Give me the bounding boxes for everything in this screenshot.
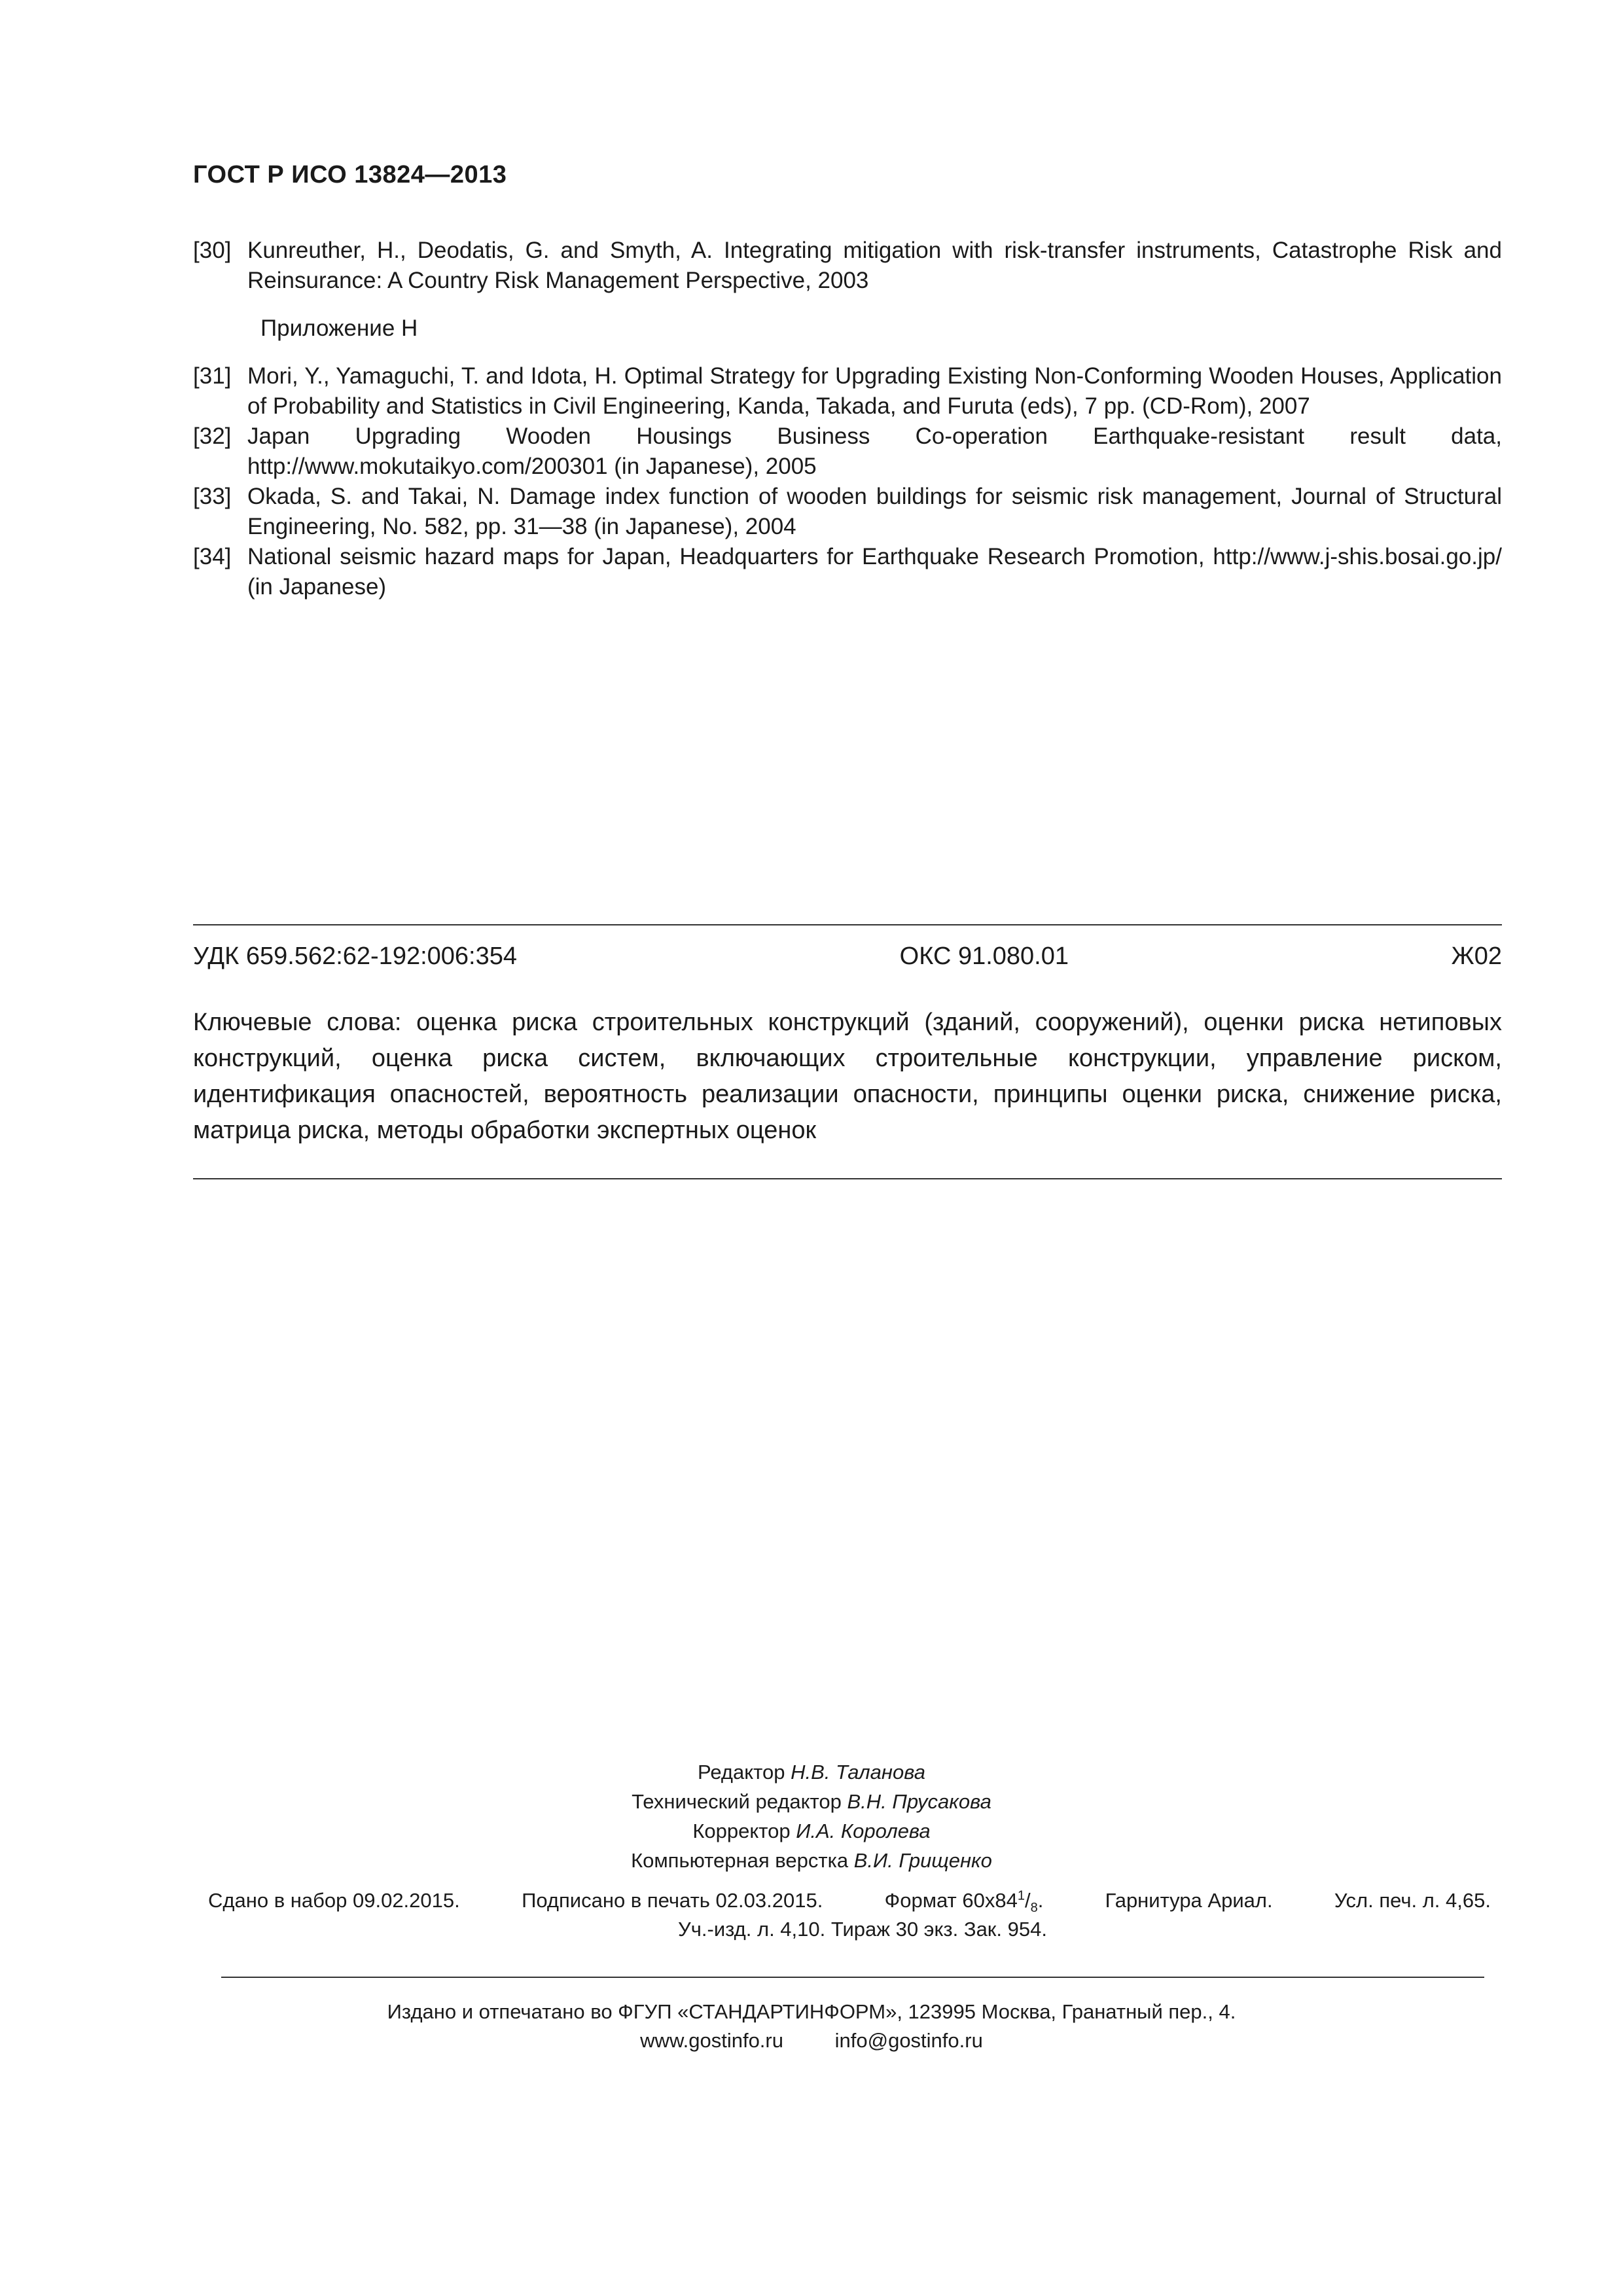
reference-item: [193, 236, 1502, 296]
category-code: Ж02: [1451, 942, 1502, 970]
print-info: [208, 1886, 1491, 1944]
submitted-date: Сдано в набор 09.02.2015.: [208, 1889, 460, 1912]
reference-number: [34]: [193, 544, 232, 569]
bibliography: [193, 236, 1502, 602]
format-denominator: 8: [1030, 1901, 1038, 1916]
reference-text: National seismic hazard maps for Japan, Headquarters for Earthquake Research Promotion, http://www.j-shis.bosai.go.jp/ (in Japanese): [247, 544, 1502, 600]
appendix-label: Приложение Н: [260, 315, 418, 341]
classification-codes: [193, 942, 1502, 971]
reference-number: [32]: [193, 423, 232, 449]
signed-date: Подписано в печать 02.03.2015.: [522, 1889, 823, 1912]
keywords: Ключевые слова: оценка риска строительных конструкций (зданий, сооружений), оценки риска нетиповых конструкций, оценка риска систем, включающих строительные конструкции, управление риском, идентификация опасностей, вероятность реализации опасности, принципы оценки риска, снижение риска, матрица риска, методы обработки экспертных оценок: [193, 1009, 1502, 1144]
credit-name: Н.В. Таланова: [791, 1761, 925, 1784]
reference-item: [193, 482, 1502, 542]
reference-text: Mori, Y., Yamaguchi, T. and Idota, H. Optimal Strategy for Upgrading Existing Non-Conforming Wooden Houses, Application of Probability and Statistics in Civil Engineering, Kanda, Takada, and Furuta (eds), 7 pp. (CD-Rom), 2007: [247, 363, 1502, 419]
format-prefix: Формат 60х84: [884, 1889, 1018, 1912]
email-link[interactable]: info@gostinfo.ru: [834, 2029, 983, 2052]
typeface: Гарнитура Ариал.: [1105, 1889, 1273, 1912]
credit-row: [0, 1757, 1623, 1787]
reference-number: [30]: [193, 238, 232, 263]
paper-format: Формат $60х84^1/_8$.: [884, 1888, 1044, 1916]
publisher-address: Издано и отпечатано во ФГУП «СТАНДАРТИНФОРМ», 123995 Москва, Гранатный пер., 4.: [387, 2000, 1236, 2023]
website-link[interactable]: www.gostinfo.ru: [640, 2029, 783, 2052]
reference-text: Japan Upgrading Wooden Housings Business Co-operation Earthquake-resistant result data, http://www.mokutaikyo.com/200301 (in Japanese), 2005: [247, 423, 1502, 479]
reference-text: Kunreuther, H., Deodatis, G. and Smyth, A. Integrating mitigation with risk-transfer instruments, Catastrophe Risk and Reinsurance: A Country Risk Management Perspective, 2003: [247, 238, 1502, 293]
reference-item: [193, 361, 1502, 422]
credit-role: Компьютерная верстка: [631, 1849, 849, 1872]
oks-code: ОКС 91.080.01: [899, 942, 1069, 970]
credits: [0, 1757, 1623, 1875]
reference-item: [193, 422, 1502, 482]
credit-row: [0, 1816, 1623, 1846]
credit-role: Технический редактор: [632, 1790, 842, 1813]
credit-name: В.Н. Прусакова: [847, 1790, 991, 1813]
divider-top: [193, 924, 1502, 925]
reference-item: [193, 542, 1502, 602]
publisher-info: [0, 1998, 1623, 2055]
publisher-contacts: [0, 2026, 1623, 2055]
format-numerator: 1: [1017, 1888, 1025, 1903]
print-info-line-2: Уч.-изд. л. 4,10. Тираж 30 экз. Зак. 954.: [678, 1918, 1047, 1941]
credit-role: Редактор: [698, 1761, 785, 1784]
credit-name: В.И. Грищенко: [853, 1849, 992, 1872]
document-header: ГОСТ Р ИСО 13824—2013: [193, 161, 507, 188]
credit-name: И.А. Королева: [796, 1820, 931, 1842]
divider-bottom: [193, 1178, 1502, 1179]
print-sheets: Усл. печ. л. 4,65.: [1334, 1889, 1491, 1912]
udc-code: УДК 659.562:62-192:006:354: [193, 942, 518, 970]
divider-publisher: [221, 1977, 1484, 1978]
print-info-line: [208, 1886, 1491, 1915]
credit-role: Корректор: [692, 1820, 791, 1842]
credit-row: [0, 1846, 1623, 1875]
reference-number: [33]: [193, 484, 232, 509]
credit-row: [0, 1787, 1623, 1816]
reference-text: Okada, S. and Takai, N. Damage index function of wooden buildings for seismic risk management, Journal of Structural Engineering, No. 582, pp. 31—38 (in Japanese), 2004: [247, 484, 1502, 539]
reference-number: [31]: [193, 363, 232, 389]
